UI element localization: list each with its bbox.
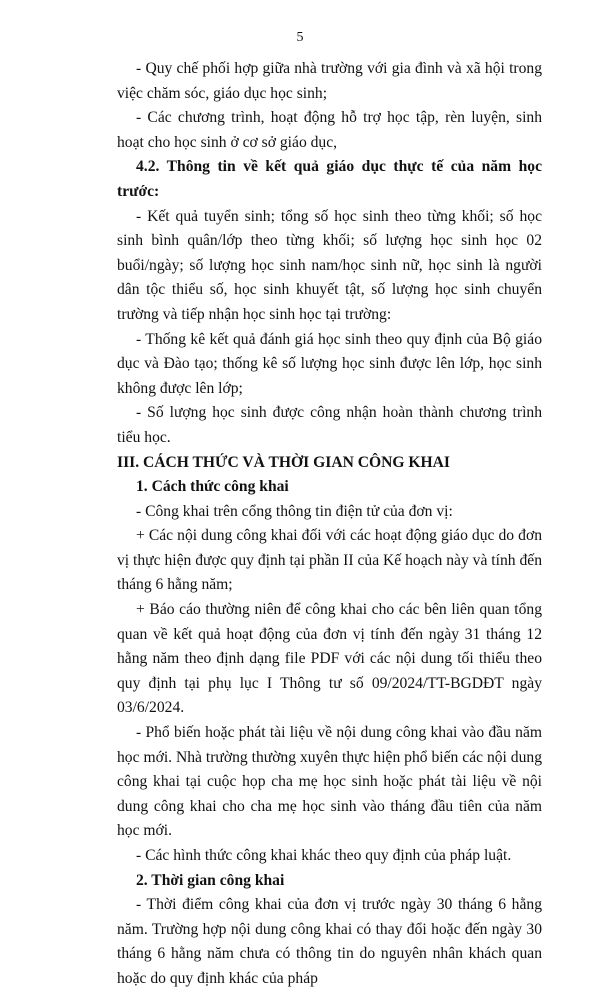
paragraph-dissemination: - Phổ biến hoặc phát tài liệu về nội dung công khai vào đầu năm học mới. Nhà trường thường xuyên thực hiện phổ biến các nội dung công khai tại cuộc họp cha mẹ học sinh hoặc phát tài liệu về nội dung công khai cho cha mẹ học sinh vào tháng đầu tiên của năm học mới. xyxy=(117,724,542,840)
section-heading-iii: III. CÁCH THỨC VÀ THỜI GIAN CÔNG KHAI xyxy=(117,453,451,471)
heading-timing: 2. Thời gian công khai xyxy=(136,871,285,889)
heading-methods: 1. Cách thức công khai xyxy=(136,478,289,496)
paragraph-support-programs: - Các chương trình, hoạt động hỗ trợ học tập, rèn luyện, sinh hoạt cho học sinh ở cơ sở giáo dục, xyxy=(117,109,542,151)
paragraph-other-forms: - Các hình thức công khai khác theo quy định của pháp luật. xyxy=(136,847,512,864)
paragraph-coordination-rules: - Quy chế phối hợp giữa nhà trường với gia đình và xã hội trong việc chăm sóc, giáo dục học sinh; xyxy=(117,60,542,102)
paragraph-portal: - Công khai trên cổng thông tin điện tử của đơn vị: xyxy=(136,502,453,520)
paragraph-timing: - Thời điểm công khai của đơn vị trước ngày 30 tháng 6 hằng năm. Trường hợp nội dung công khai có thay đổi hoặc đến ngày 30 tháng 6 hằng năm chưa có thông tin do nguyên nhân khách quan hoặc do quy định khác của pháp xyxy=(117,896,542,987)
paragraph-annual-report: + Báo cáo thường niên để công khai cho các bên liên quan tổng quan về kết quả hoạt động của đơn vị tính đến ngày 31 tháng 12 hằng năm theo định dạng file PDF với các nội dung tối thiểu theo quy định tại phụ lục I Thông tư số 09/2024/TT-BGDĐT ngày 03/6/2024. xyxy=(117,601,542,717)
paragraph-completion-count: - Số lượng học sinh được công nhận hoàn thành chương trình tiểu học. xyxy=(117,404,542,446)
paragraph-assessment-statistics: - Thống kê kết quả đánh giá học sinh theo quy định của Bộ giáo dục và Đào tạo; thống kê số lượng học sinh được lên lớp, học sinh không được lên lớp; xyxy=(117,330,542,397)
paragraph-portal-contents: + Các nội dung công khai đối với các hoạt động giáo dục do đơn vị thực hiện được quy định tại phần II của Kế hoạch này và tính đến tháng 6 hằng năm; xyxy=(117,527,542,594)
heading-4-2: 4.2. Thông tin về kết quả giáo dục thực tế của năm học trước: xyxy=(117,158,542,200)
document-body xyxy=(117,57,542,992)
page-number: 5 xyxy=(296,30,304,45)
paragraph-enrollment-results: - Kết quả tuyển sinh; tổng số học sinh theo từng khối; số học sinh bình quân/lớp theo từng khối; số lượng học sinh học 02 buổi/ngày; số lượng học sinh nam/học sinh nữ, học sinh là người dân tộc thiểu số, học sinh khuyết tật, số lượng học sinh chuyển trường và tiếp nhận học sinh học tại trường: xyxy=(117,207,542,323)
